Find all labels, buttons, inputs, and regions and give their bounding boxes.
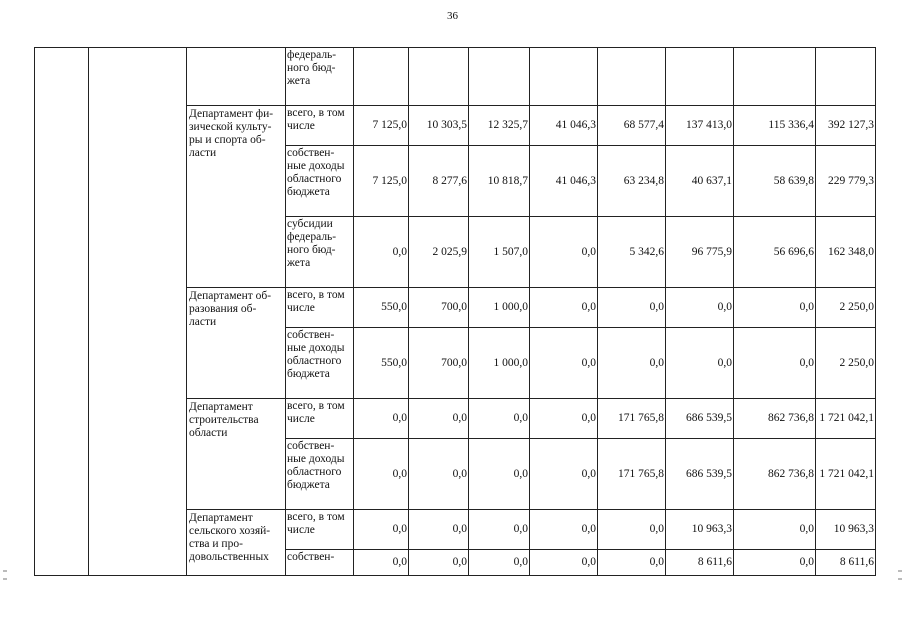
value-cell: 0,0 xyxy=(409,510,469,550)
value-cell: 0,0 xyxy=(469,550,530,576)
value-cell xyxy=(598,48,666,106)
value-cell: 171 765,8 xyxy=(598,439,666,510)
value-cell: 7 125,0 xyxy=(354,106,409,146)
value-cell: 0,0 xyxy=(666,328,734,399)
value-cell: 5 342,6 xyxy=(598,217,666,288)
value-cell: 0,0 xyxy=(598,510,666,550)
department-cell: Департамент об- разования об- ласти xyxy=(187,288,286,399)
value-cell: 0,0 xyxy=(530,288,598,328)
value-cell: 115 336,4 xyxy=(734,106,816,146)
value-cell: 1 721 042,1 xyxy=(816,439,876,510)
scan-mark xyxy=(898,578,902,580)
value-cell: 0,0 xyxy=(598,550,666,576)
funding-source-cell: собствен- xyxy=(286,550,354,576)
value-cell: 0,0 xyxy=(530,217,598,288)
value-cell: 229 779,3 xyxy=(816,146,876,217)
value-cell: 8 611,6 xyxy=(816,550,876,576)
value-cell: 2 025,9 xyxy=(409,217,469,288)
value-cell: 700,0 xyxy=(409,288,469,328)
value-cell xyxy=(666,48,734,106)
value-cell: 0,0 xyxy=(734,328,816,399)
value-cell xyxy=(469,48,530,106)
funding-source-cell: всего, в том числе xyxy=(286,510,354,550)
value-cell: 0,0 xyxy=(530,510,598,550)
funding-source-cell: субсидии федераль- ного бюд- жета xyxy=(286,217,354,288)
value-cell: 63 234,8 xyxy=(598,146,666,217)
value-cell: 0,0 xyxy=(666,288,734,328)
value-cell: 392 127,3 xyxy=(816,106,876,146)
value-cell: 550,0 xyxy=(354,328,409,399)
value-cell: 0,0 xyxy=(734,550,816,576)
value-cell: 0,0 xyxy=(409,550,469,576)
value-cell xyxy=(409,48,469,106)
value-cell: 40 637,1 xyxy=(666,146,734,217)
table-row xyxy=(35,48,876,106)
department-cell: Департамент сельского хозяй- ства и про- довольственных xyxy=(187,510,286,576)
funding-source-cell: собствен- ные доходы областного бюджета xyxy=(286,146,354,217)
value-cell: 0,0 xyxy=(734,288,816,328)
value-cell: 8 277,6 xyxy=(409,146,469,217)
program-name-cell xyxy=(89,48,187,576)
value-cell: 862 736,8 xyxy=(734,439,816,510)
value-cell: 137 413,0 xyxy=(666,106,734,146)
funding-source-cell: всего, в том числе xyxy=(286,399,354,439)
funding-source-cell: собствен- ные доходы областного бюджета xyxy=(286,328,354,399)
value-cell: 58 639,8 xyxy=(734,146,816,217)
value-cell: 0,0 xyxy=(354,550,409,576)
value-cell: 686 539,5 xyxy=(666,399,734,439)
value-cell: 550,0 xyxy=(354,288,409,328)
value-cell: 1 721 042,1 xyxy=(816,399,876,439)
value-cell xyxy=(816,48,876,106)
table-body xyxy=(35,48,876,576)
value-cell: 56 696,6 xyxy=(734,217,816,288)
scan-mark xyxy=(3,570,7,572)
value-cell: 2 250,0 xyxy=(816,328,876,399)
value-cell: 0,0 xyxy=(354,399,409,439)
value-cell: 0,0 xyxy=(409,399,469,439)
value-cell: 41 046,3 xyxy=(530,106,598,146)
budget-table-container xyxy=(34,47,876,578)
value-cell: 0,0 xyxy=(530,399,598,439)
value-cell: 171 765,8 xyxy=(598,399,666,439)
department-cell: Департамент фи- зической культу- ры и спорта об- ласти xyxy=(187,106,286,288)
value-cell: 686 539,5 xyxy=(666,439,734,510)
budget-table xyxy=(34,47,876,576)
value-cell xyxy=(354,48,409,106)
row-number-cell xyxy=(35,48,89,576)
value-cell: 2 250,0 xyxy=(816,288,876,328)
value-cell: 10 818,7 xyxy=(469,146,530,217)
value-cell: 1 000,0 xyxy=(469,328,530,399)
value-cell: 0,0 xyxy=(530,328,598,399)
value-cell: 7 125,0 xyxy=(354,146,409,217)
department-cell: Департамент строительства области xyxy=(187,399,286,510)
value-cell: 68 577,4 xyxy=(598,106,666,146)
value-cell: 10 963,3 xyxy=(666,510,734,550)
scan-mark xyxy=(898,570,902,572)
page-number: 36 xyxy=(447,10,458,22)
value-cell xyxy=(734,48,816,106)
value-cell: 96 775,9 xyxy=(666,217,734,288)
value-cell: 0,0 xyxy=(469,439,530,510)
value-cell: 700,0 xyxy=(409,328,469,399)
value-cell: 162 348,0 xyxy=(816,217,876,288)
value-cell: 10 963,3 xyxy=(816,510,876,550)
value-cell: 0,0 xyxy=(598,328,666,399)
value-cell: 0,0 xyxy=(598,288,666,328)
funding-source-cell: федераль- ного бюд- жета xyxy=(286,48,354,106)
value-cell: 0,0 xyxy=(354,439,409,510)
value-cell: 0,0 xyxy=(734,510,816,550)
value-cell: 41 046,3 xyxy=(530,146,598,217)
value-cell: 862 736,8 xyxy=(734,399,816,439)
value-cell: 10 303,5 xyxy=(409,106,469,146)
value-cell: 12 325,7 xyxy=(469,106,530,146)
funding-source-cell: собствен- ные доходы областного бюджета xyxy=(286,439,354,510)
department-cell xyxy=(187,48,286,106)
value-cell: 0,0 xyxy=(469,399,530,439)
scan-mark xyxy=(3,578,7,580)
value-cell: 0,0 xyxy=(354,217,409,288)
value-cell: 1 507,0 xyxy=(469,217,530,288)
value-cell: 8 611,6 xyxy=(666,550,734,576)
value-cell: 1 000,0 xyxy=(469,288,530,328)
value-cell: 0,0 xyxy=(469,510,530,550)
funding-source-cell: всего, в том числе xyxy=(286,288,354,328)
value-cell: 0,0 xyxy=(354,510,409,550)
value-cell: 0,0 xyxy=(409,439,469,510)
value-cell xyxy=(530,48,598,106)
funding-source-cell: всего, в том числе xyxy=(286,106,354,146)
value-cell: 0,0 xyxy=(530,439,598,510)
value-cell: 0,0 xyxy=(530,550,598,576)
